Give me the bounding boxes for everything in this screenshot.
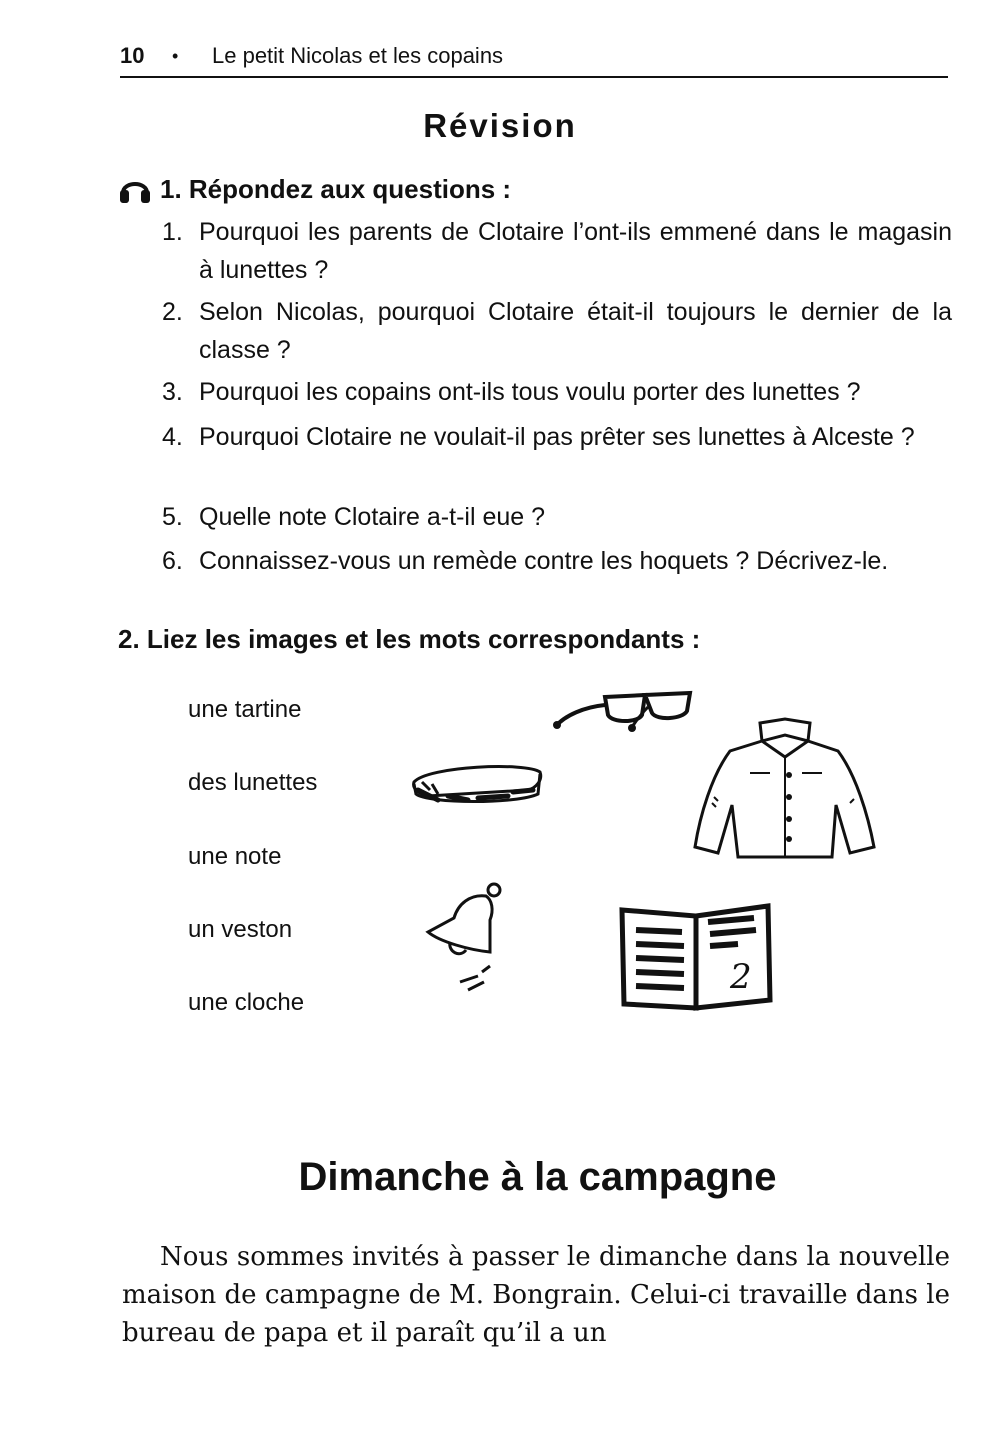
question-number: 4. <box>162 423 183 451</box>
question-item <box>162 498 952 536</box>
book-title: Le petit Nicolas et les copains <box>212 43 504 68</box>
notebook-image <box>618 900 778 1015</box>
question-text: Pourquoi Clotaire ne voulait-il pas prêter ses lunettes à Alceste ? <box>199 423 915 451</box>
question-item <box>162 213 952 289</box>
word-item: une cloche <box>188 989 305 1016</box>
header-separator: • <box>172 45 179 66</box>
glasses-image <box>550 685 700 735</box>
question-number: 5. <box>162 503 183 531</box>
question-item <box>162 373 952 411</box>
notebook-grade: 2 <box>730 957 752 997</box>
question-item <box>162 542 952 580</box>
question-number: 1. <box>162 218 183 246</box>
question-number: 2. <box>162 298 183 326</box>
page-number: 10 <box>120 43 145 68</box>
question-item <box>162 418 952 456</box>
question-number: 3. <box>162 378 183 406</box>
question-text: Quelle note Clotaire a-t-il eue ? <box>199 503 546 531</box>
question-text: Pourquoi les parents de Clotaire l’ont-ils emmené dans le magasin à lunettes ? <box>199 218 952 284</box>
word-item: une note <box>188 843 282 870</box>
word-item: des lunettes <box>188 769 318 796</box>
exercise-1-heading-text: 1. Répondez aux questions : <box>160 173 512 204</box>
sandwich-image <box>408 760 548 815</box>
word-item: un veston <box>188 916 293 943</box>
exercise-1-heading <box>118 170 511 208</box>
question-item <box>162 293 952 369</box>
question-text: Pourquoi les copains ont-ils tous voulu porter des lunettes ? <box>199 378 861 406</box>
exercise-2-heading: 2. Liez les images et les mots correspondants : <box>118 624 701 654</box>
question-text: Connaissez-vous un remède contre les hoquets ? Décrivez-le. <box>199 547 889 575</box>
bell-image <box>420 880 510 1000</box>
headphones-icon <box>118 173 152 205</box>
question-number: 6. <box>162 547 183 575</box>
jacket-image <box>690 715 880 860</box>
word-item: une tartine <box>188 696 302 723</box>
chapter-paragraph: Nous sommes invités à passer le dimanche dans la nouvelle maison de campagne de M. Bongrain. Celui-ci travaille dans le bureau de papa et il paraît qu’il a un <box>122 1242 950 1348</box>
page-header <box>120 36 948 78</box>
question-text: Selon Nicolas, pourquoi Clotaire était-il toujours le dernier de la classe ? <box>199 298 952 364</box>
revision-title: Révision <box>423 107 577 144</box>
chapter-title: Dimanche à la campagne <box>298 1155 777 1199</box>
